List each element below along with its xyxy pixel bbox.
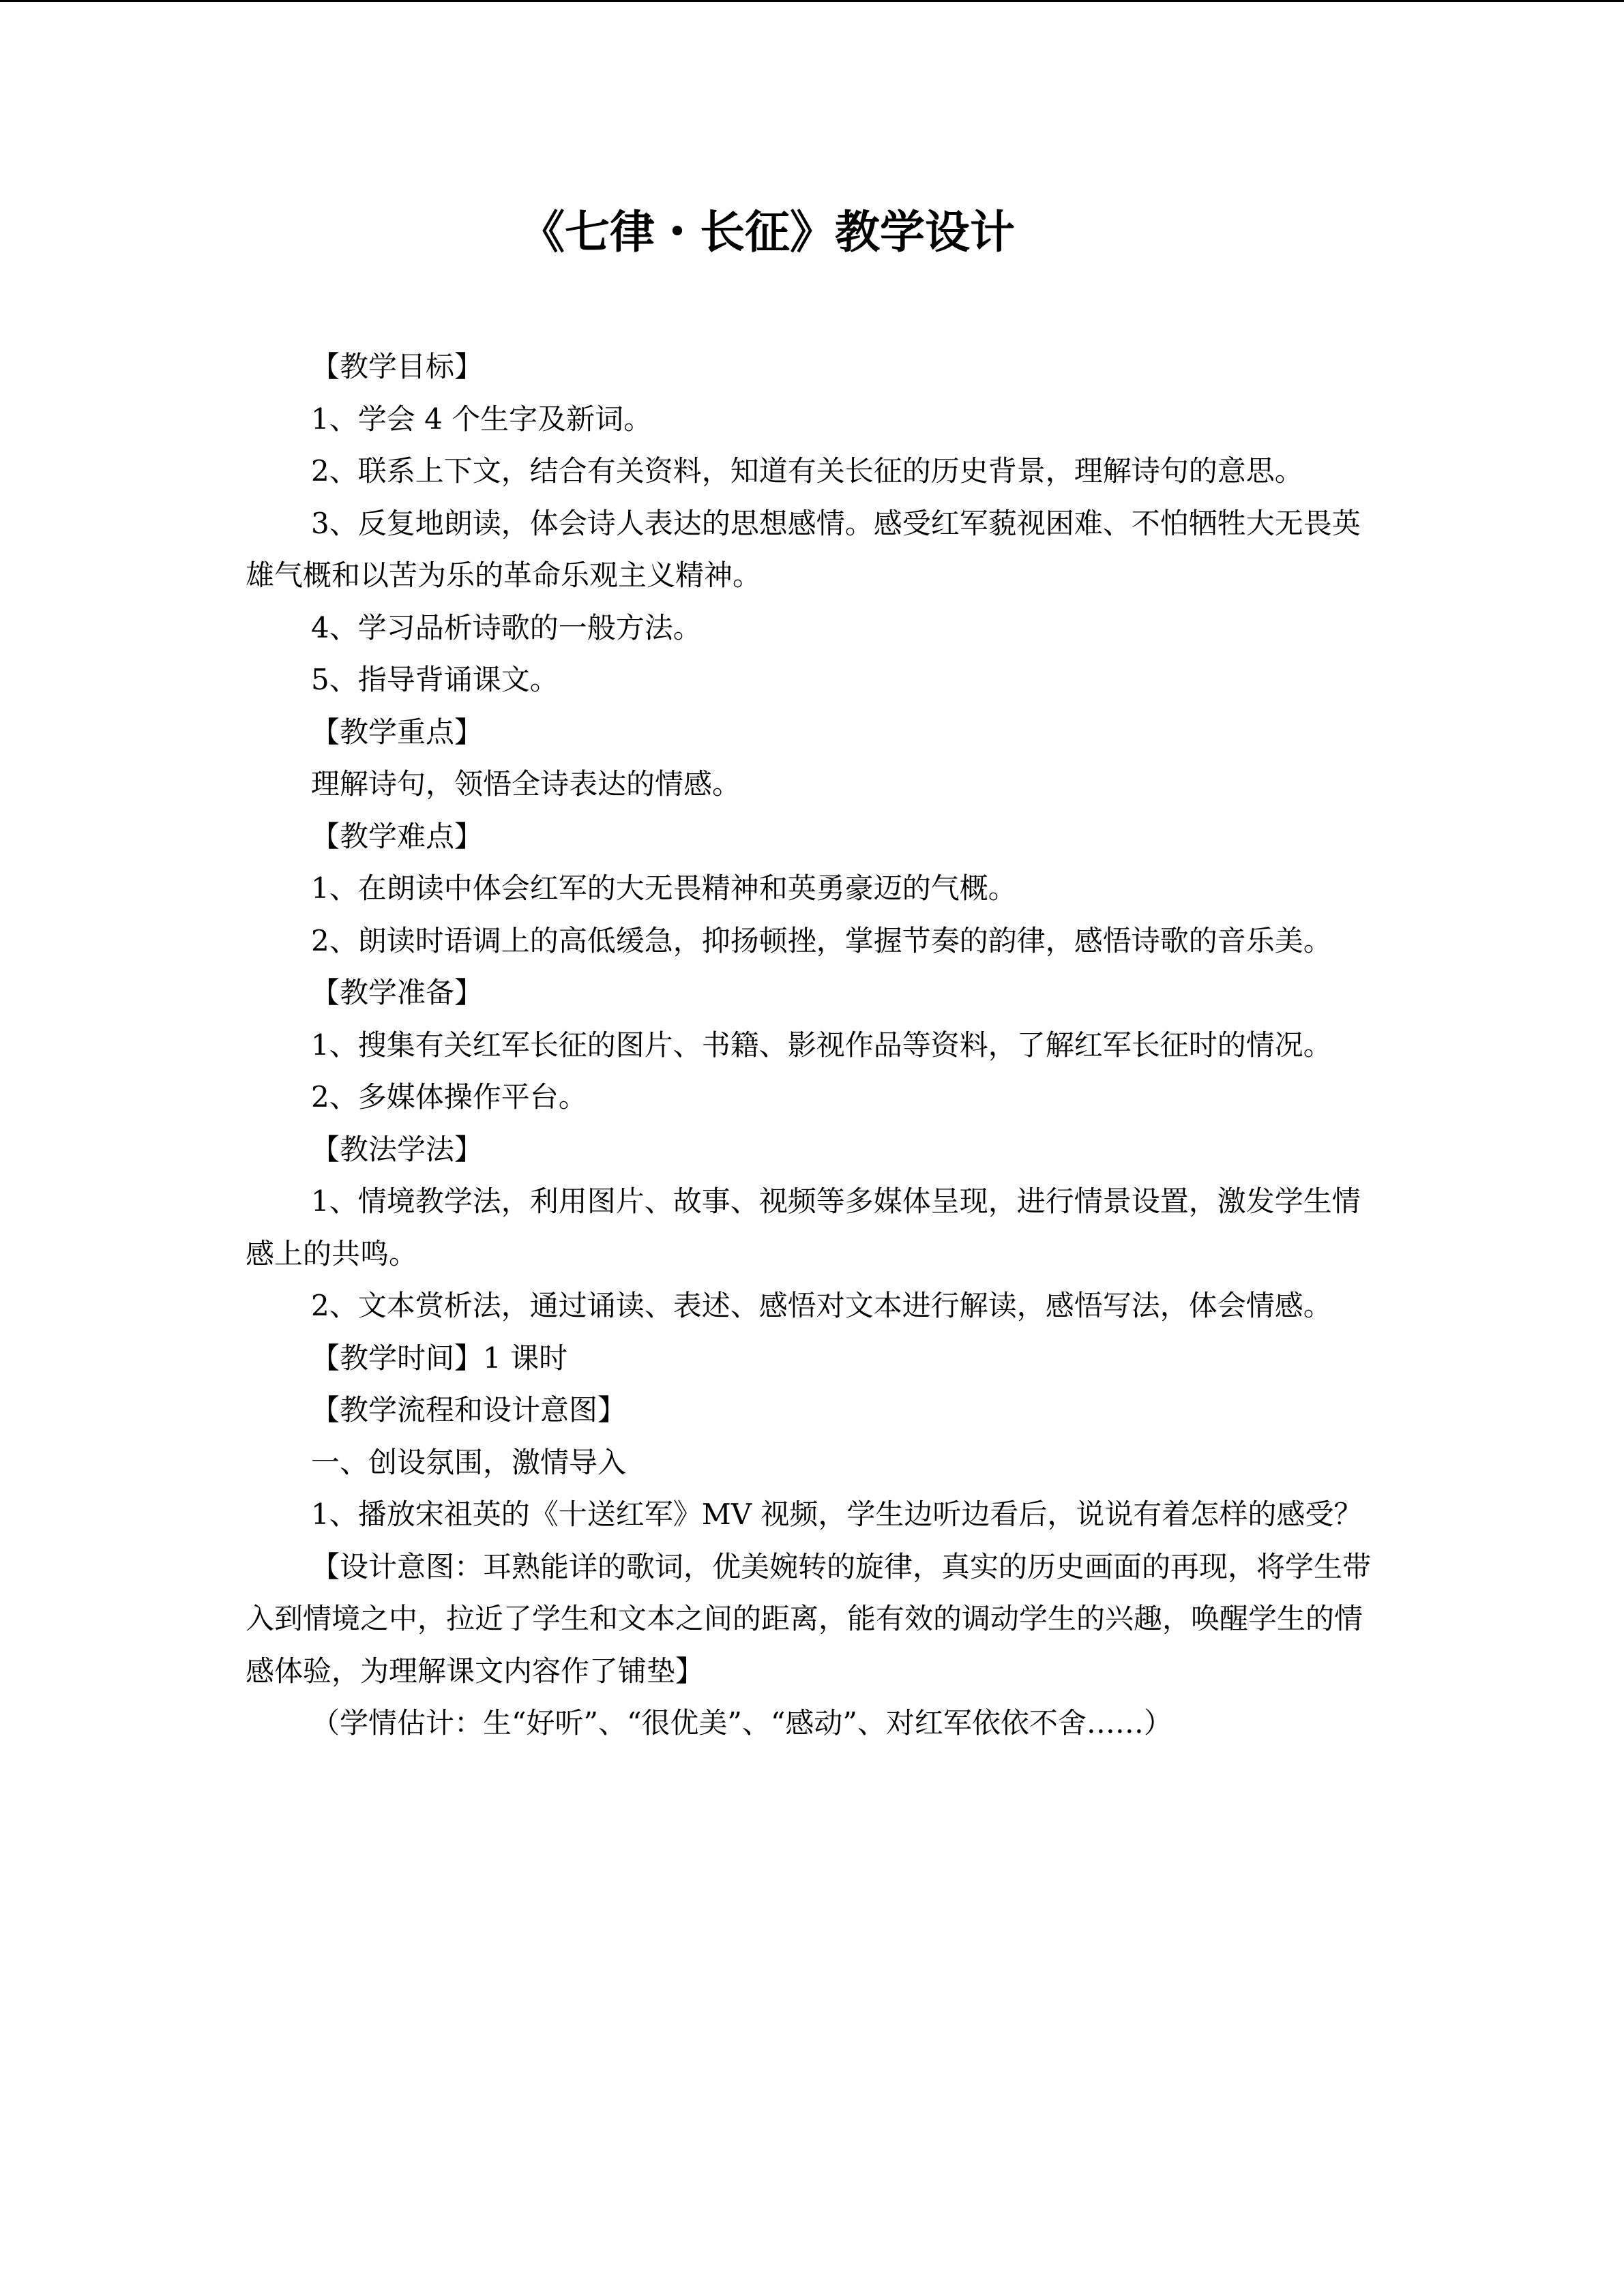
method-item: 2、文本赏析法，通过诵读、表述、感悟对文本进行解读，感悟写法，体会情感。 bbox=[311, 1289, 1332, 1322]
section-heading-methods: 【教法学法】 bbox=[311, 1132, 484, 1166]
preparation-item: 2、多媒体操作平台。 bbox=[311, 1080, 587, 1114]
learning-estimate-note: （学情估计：生“好听”、“很优美”、“感动”、对红军依依不舍……） bbox=[311, 1706, 1172, 1740]
key-point-text: 理解诗句，领悟全诗表达的情感。 bbox=[311, 767, 741, 801]
objective-item: 2、联系上下文，结合有关资料，知道有关长征的历史背景，理解诗句的意思。 bbox=[311, 454, 1303, 488]
page-title: 《七律・长征》教学设计 bbox=[520, 205, 1015, 258]
design-intent-note: 【设计意图：耳熟能详的歌词，优美婉转的旋律，真实的历史画面的再现，将学生带入到情境之中，拉近了学生和文本之间的距离，能有效的调动学生的兴趣，唤醒学生的情感体验，为理解课文内容作了铺垫】 bbox=[246, 1549, 1372, 1688]
section-heading-time: 【教学时间】1 课时 bbox=[311, 1341, 568, 1375]
section-heading-key-points: 【教学重点】 bbox=[311, 715, 484, 749]
preparation-item: 1、搜集有关红军长征的图片、书籍、影视作品等资料，了解红军长征时的情况。 bbox=[311, 1028, 1332, 1062]
difficulty-item: 1、在朗读中体会红军的大无畏精神和英勇豪迈的气概。 bbox=[311, 871, 1017, 905]
process-step-heading: 一、创设氛围，激情导入 bbox=[311, 1445, 627, 1479]
section-heading-difficulties: 【教学难点】 bbox=[311, 819, 484, 853]
objective-item: 5、指导背诵课文。 bbox=[311, 663, 559, 696]
section-heading-process: 【教学流程和设计意图】 bbox=[311, 1393, 627, 1427]
section-heading-objectives: 【教学目标】 bbox=[311, 350, 484, 383]
section-heading-preparation: 【教学准备】 bbox=[311, 976, 484, 1009]
objective-item: 4、学习品析诗歌的一般方法。 bbox=[311, 610, 702, 644]
objective-item: 1、学会 4 个生字及新词。 bbox=[311, 402, 653, 436]
objective-item: 3、反复地朗读，体会诗人表达的思想感情。感受红军藐视困难、不怕牺牲大无畏英雄气概和以苦为乐的革命乐观主义精神。 bbox=[246, 506, 1361, 592]
method-item: 1、情境教学法，利用图片、故事、视频等多媒体呈现，进行情景设置，激发学生情感上的共鸣。 bbox=[246, 1184, 1361, 1270]
process-step-item: 1、播放宋祖英的《十送红军》MV 视频，学生边听边看后，说说有着怎样的感受？ bbox=[311, 1497, 1363, 1531]
document-body bbox=[246, 341, 1378, 1750]
difficulty-item: 2、朗读时语调上的高低缓急，抑扬顿挫，掌握节奏的韵律，感悟诗歌的音乐美。 bbox=[311, 923, 1332, 957]
